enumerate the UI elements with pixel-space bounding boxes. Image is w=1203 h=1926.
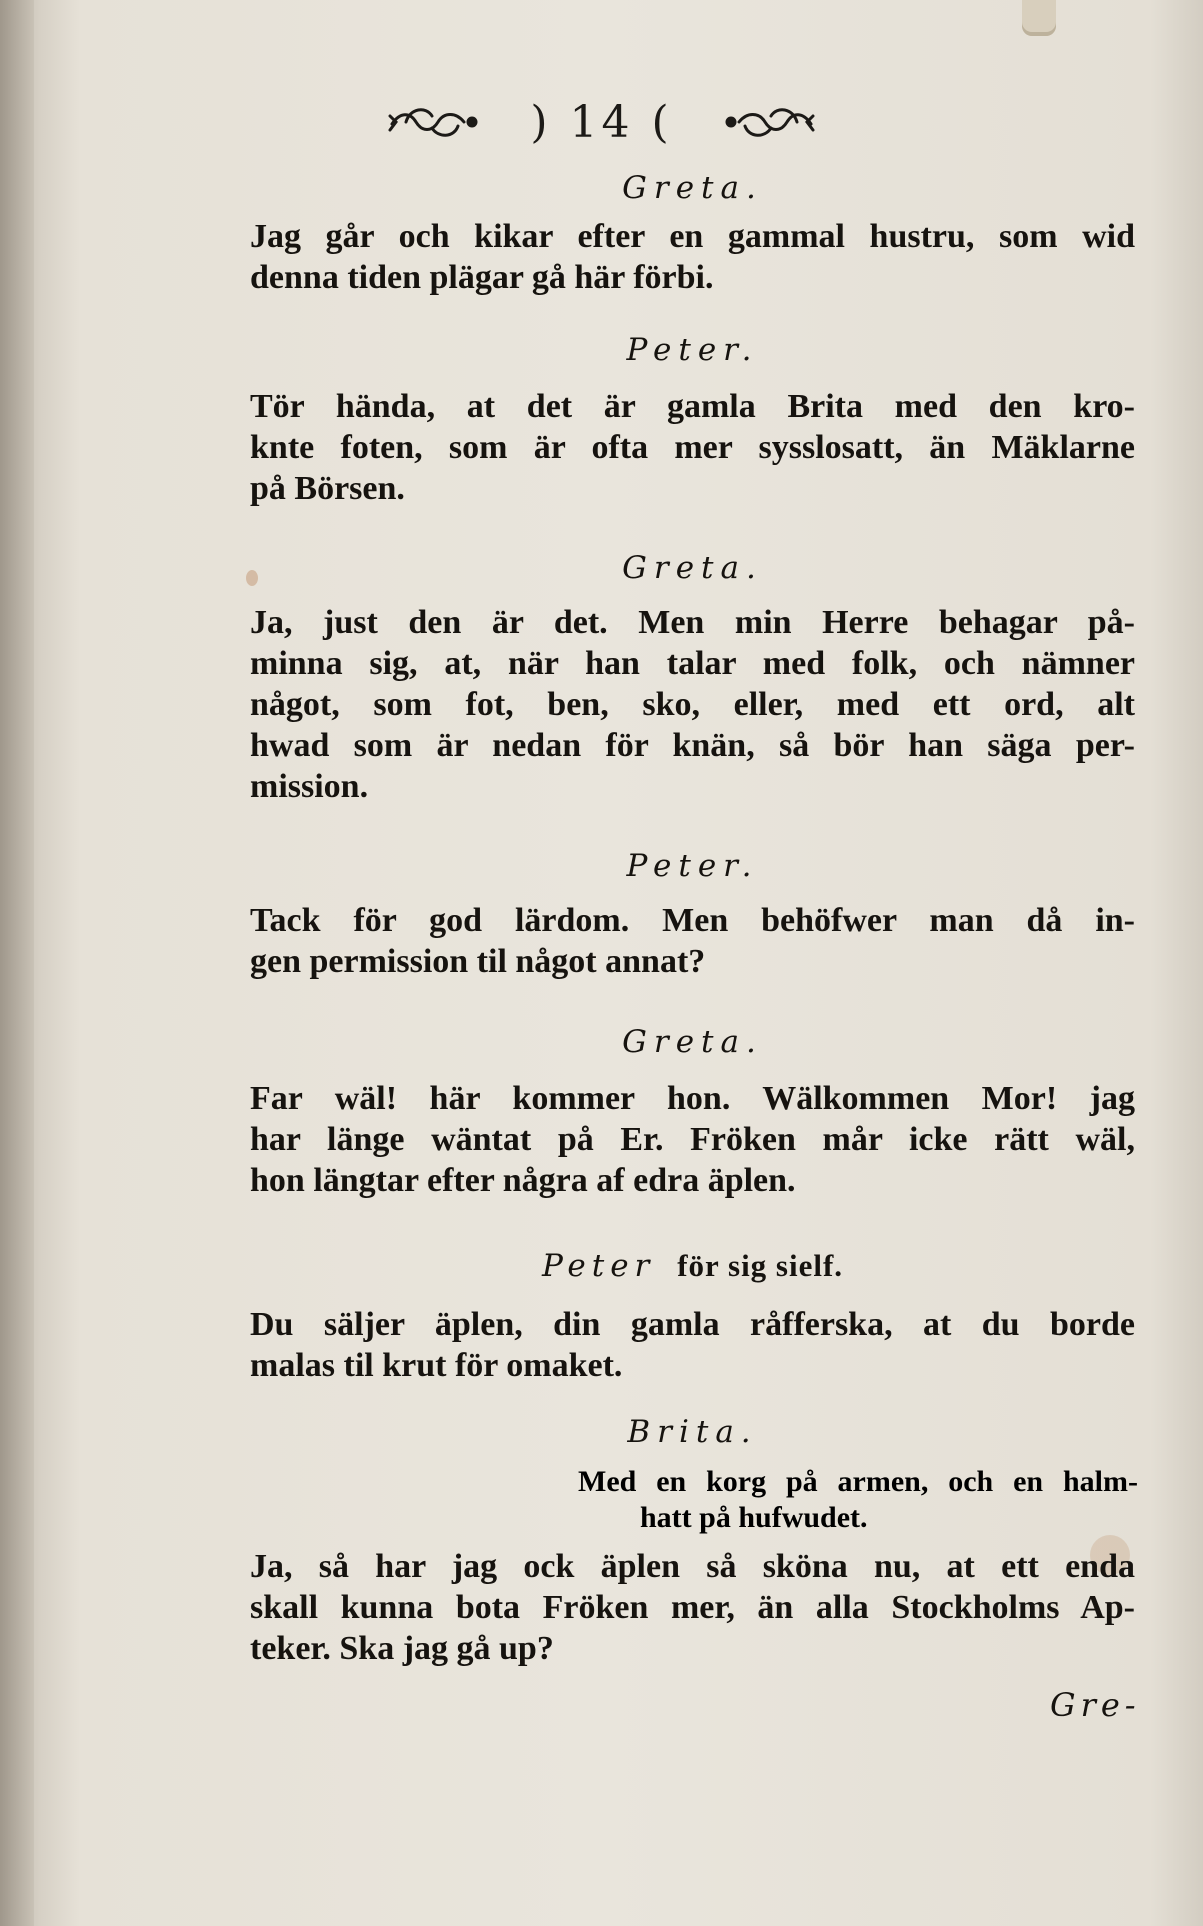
catchword: Gre- <box>1050 1686 1141 1724</box>
dialogue-line: Tack för god lärdom. Men behöfwer man då in- <box>250 902 1135 939</box>
dialogue-line: har länge wäntat på Er. Fröken mår icke rätt wäl, <box>250 1121 1135 1158</box>
page-spine <box>0 0 34 1926</box>
dialogue-line: på Börsen. <box>250 470 405 507</box>
speaker-name: Peter <box>541 1248 656 1284</box>
dialogue-block-greta-1 <box>250 166 1135 298</box>
page-number: ) 14 ( <box>530 96 673 148</box>
dialogue-block-greta-3 <box>250 1020 1135 1201</box>
stage-direction-line: hatt på hufwudet. <box>640 1501 868 1534</box>
ornament-right-icon <box>725 102 817 142</box>
dialogue-line: Jag går och kikar efter en gammal hustru, som wid <box>250 218 1135 255</box>
stage-direction <box>578 1464 1138 1536</box>
dialogue-block-peter-aside <box>250 1244 1135 1386</box>
dialogue-line: denna tiden plägar gå här förbi. <box>250 259 714 296</box>
dialogue-block-peter-1 <box>250 328 1135 509</box>
dialogue-line: något, som fot, ben, sko, eller, med ett ord, alt <box>250 686 1135 723</box>
speaker-name: Brita. <box>627 1414 758 1450</box>
dialogue-line: mission. <box>250 768 369 805</box>
speaker-name: Peter. <box>626 332 759 368</box>
dialogue-line: Ja, så har jag ock äplen så sköna nu, at ett enda <box>250 1548 1135 1585</box>
dialogue-line: Far wäl! här kommer hon. Wälkommen Mor! jag <box>250 1080 1135 1117</box>
dialogue-line: gen permission til något annat? <box>250 943 706 980</box>
speaker-name: Greta. <box>622 1024 763 1060</box>
dialogue-block-brita-text <box>250 1546 1135 1669</box>
aside-direction: för sig sielf. <box>677 1248 844 1283</box>
speaker-with-aside <box>250 1244 1135 1288</box>
dialogue-block-brita <box>250 1410 1135 1454</box>
dialogue-line: hwad som är nedan för knän, så bör han säga per- <box>250 727 1135 764</box>
dialogue-line: malas til krut för omaket. <box>250 1347 623 1384</box>
dialogue-line: skall kunna bota Fröken mer, än alla Stockholms Ap- <box>250 1589 1135 1626</box>
dialogue-line: teker. Ska jag gå up? <box>250 1630 554 1667</box>
dialogue-line: Du säljer äplen, din gamla råfferska, at du borde <box>250 1306 1135 1343</box>
paper-tab <box>1022 0 1056 36</box>
speaker-name: Peter. <box>626 848 759 884</box>
dialogue-line: Tör hända, at det är gamla Brita med den kro- <box>250 388 1135 425</box>
dialogue-block-peter-2 <box>250 844 1135 982</box>
dialogue-line: minna sig, at, när han talar med folk, och nämner <box>250 645 1135 682</box>
dialogue-line: hon längtar efter några af edra äplen. <box>250 1162 796 1199</box>
speaker-name: Greta. <box>622 170 763 206</box>
ornament-left-icon <box>386 102 478 142</box>
dialogue-line: Ja, just den är det. Men min Herre behagar på- <box>250 604 1135 641</box>
dialogue-line: knte foten, som är ofta mer sysslosatt, än Mäklarne <box>250 429 1135 466</box>
stage-direction-line: Med en korg på armen, och en halm- <box>578 1465 1138 1498</box>
dialogue-block-greta-2 <box>250 546 1135 807</box>
speaker-name: Greta. <box>622 550 763 586</box>
page-header <box>0 92 1203 152</box>
